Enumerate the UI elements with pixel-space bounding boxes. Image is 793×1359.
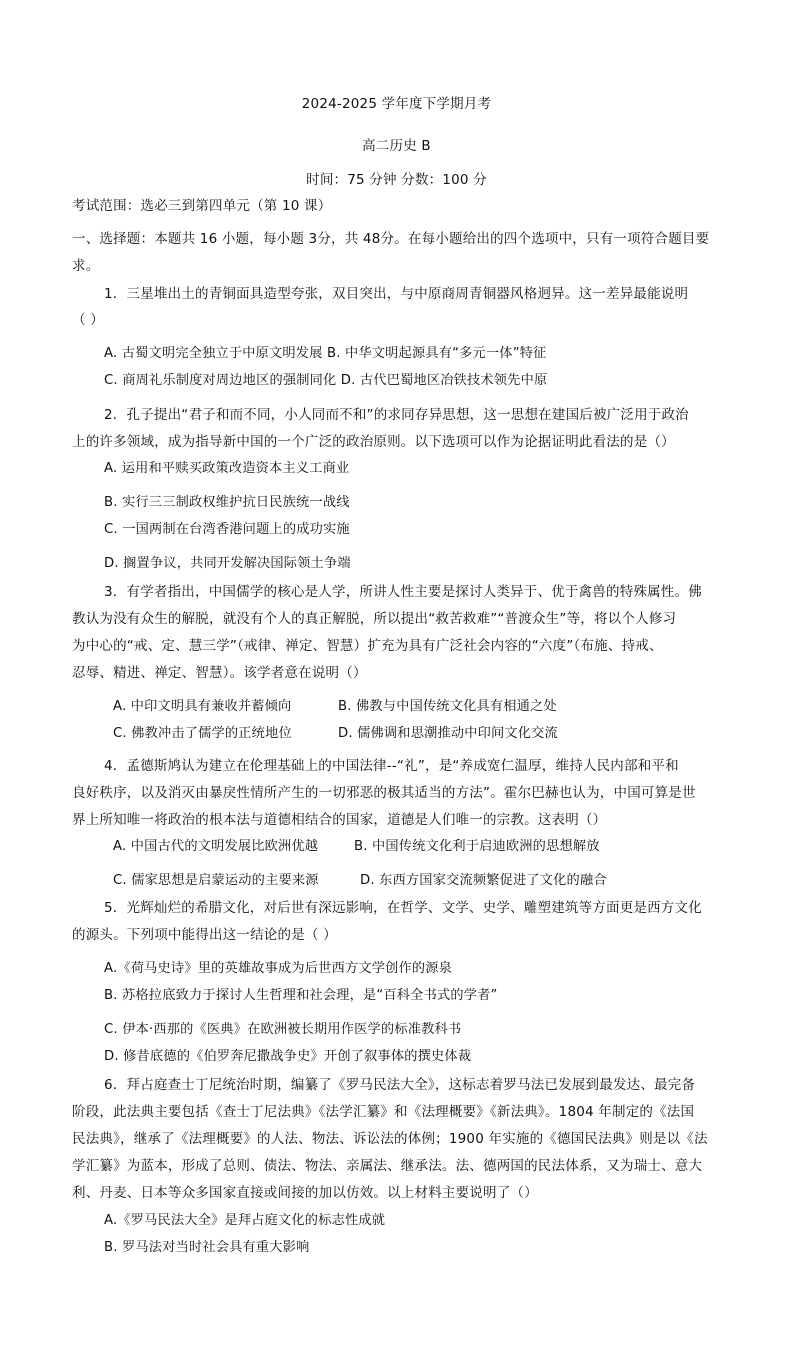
question-3-text-cont-2: 为中心的“戒、定、慧三学”（戒律、禅定、智慧）扩充为具有广泛社会内容的“六度”（布施、持戒、: [72, 638, 663, 654]
question-2-text-cont: 上的许多领域，成为指导新中国的一个广泛的政治原则。以下选项可以作为论据证明此看法的是（）: [72, 434, 675, 450]
exam-subject: 高二历史 B: [362, 138, 431, 154]
question-6-text-cont-4: 利、丹麦、日本等众多国家直接或间接的加以仿效。以上材料主要说明了（）: [72, 1185, 538, 1201]
question-3-option-d: D. 儒佛调和思潮推动中印间文化交流: [338, 726, 558, 741]
question-4-text-cont-1: 良好秩序，以及消灭由暴戾性情所产生的一切邪恶的极其适当的方法”。霍尔巴赫也认为，中国可算是世: [72, 785, 696, 801]
question-6-text-cont-2: 民法典》，继承了《法理概要》的人法、物法、诉讼法的体例；1900 年实施的《德国民法典》则是以《法: [72, 1131, 708, 1147]
question-4-option-a: A. 中国古代的文明发展比欧洲优越: [113, 839, 319, 854]
exam-time-score: 时间：75 分钟 分数：100 分: [306, 172, 487, 188]
question-2-option-d: D. 搁置争议，共同开发解决国际领土争端: [104, 556, 351, 571]
question-4-option-b: B. 中国传统文化利于启迪欧洲的思想解放: [354, 839, 600, 854]
question-1-options-cd: C. 商周礼乐制度对周边地区的强制同化 D. 古代巴蜀地区冶铁技术领先中原: [104, 373, 548, 388]
question-6-text-cont-3: 学汇纂》为蓝本，形成了总则、债法、物法、亲属法、继承法。法、德两国的民法体系，又为瑞士、意大: [72, 1158, 703, 1174]
question-6-text-cont-1: 阶段，此法典主要包括《查士丁尼法典》《法学汇纂》和《法理概要》《新法典》。1804 年制定的《法国: [72, 1104, 695, 1120]
exam-title: 2024-2025 学年度下学期月考: [301, 96, 492, 112]
question-4-option-c: C. 儒家思想是启蒙运动的主要来源: [113, 873, 319, 888]
question-4-option-d: D. 东西方国家交流频繁促进了文化的融合: [360, 873, 607, 888]
section-heading-cont: 求。: [72, 258, 100, 274]
question-4-text: 4．孟德斯鸠认为建立在伦理基础上的中国法律--“礼”，是“养成宽仁温厚，维持人民内部和平和: [104, 758, 679, 774]
question-5-option-c: C. 伊本·西那的《医典》在欧洲被长期用作医学的标准教科书: [104, 1022, 462, 1037]
question-5-option-d: D. 修昔底德的《伯罗奔尼撒战争史》开创了叙事体的撰史体裁: [104, 1049, 472, 1064]
exam-scope: 考试范围：选必三到第四单元（第 10 课）: [72, 198, 332, 214]
question-1-options-ab: A. 古蜀文明完全独立于中原文明发展 B. 中华文明起源具有“多元一体”特征: [104, 346, 547, 361]
question-3-option-c: C. 佛教冲击了儒学的正统地位: [113, 726, 292, 741]
question-5-option-a: A.《荷马史诗》里的英雄故事成为后世西方文学创作的源泉: [104, 961, 453, 976]
question-1-text-cont: （ ）: [72, 312, 104, 328]
question-2-option-b: B. 实行三三制政权维护抗日民族统一战线: [104, 495, 350, 510]
question-5-text: 5．光辉灿烂的希腊文化，对后世有深远影响，在哲学、文学、史学、雕塑建筑等方面更是西方文化: [104, 900, 702, 916]
question-3-text-cont-1: 教认为没有众生的解脱，就没有个人的真正解脱，所以提出“救苦救难”“普渡众生”等，将以个人修习: [72, 611, 677, 627]
question-4-text-cont-2: 界上所知唯一将政治的根本法与道德相结合的国家，道德是人们唯一的宗教。这表明（）: [72, 812, 607, 828]
question-3-option-b: B. 佛教与中国传统文化具有相通之处: [338, 699, 557, 714]
question-1-text: 1．三星堆出土的青铜面具造型夸张，双目突出，与中原商周青铜器风格迥异。这一差异最能说明: [104, 286, 689, 302]
question-6-option-b: B. 罗马法对当时社会具有重大影响: [104, 1240, 310, 1255]
question-2-option-c: C. 一国两制在台湾香港问题上的成功实施: [104, 522, 350, 537]
question-2-text: 2．孔子提出“君子和而不同，小人同而不和”的求同存异思想，这一思想在建国后被广泛用于政治: [104, 407, 689, 423]
question-6-text: 6．拜占庭查士丁尼统治时期，编纂了《罗马民法大全》，这标志着罗马法已发展到最发达、最完备: [104, 1077, 696, 1093]
question-3-text-cont-3: 忍辱、精进、禅定、智慧）。该学者意在说明（）: [72, 665, 367, 681]
question-3-text: 3．有学者指出，中国儒学的核心是人学，所讲人性主要是探讨人类异于、优于禽兽的特殊属性。佛: [104, 584, 702, 600]
question-3-option-a: A. 中印文明具有兼收并蓄倾向: [113, 699, 292, 714]
section-heading: 一、选择题：本题共 16 小题，每小题 3分，共 48分。在每小题给出的四个选项中，只有一项符合题目要: [72, 231, 710, 247]
question-6-option-a: A.《罗马民法大全》是拜占庭文化的标志性成就: [104, 1213, 386, 1228]
question-5-option-b: B. 苏格拉底致力于探讨人生哲理和社会理，是“百科全书式的学者”: [104, 988, 498, 1003]
question-2-option-a: A. 运用和平赎买政策改造资本主义工商业: [104, 461, 350, 476]
question-5-text-cont: 的源头。下列项中能得出这一结论的是（ ）: [72, 927, 337, 943]
